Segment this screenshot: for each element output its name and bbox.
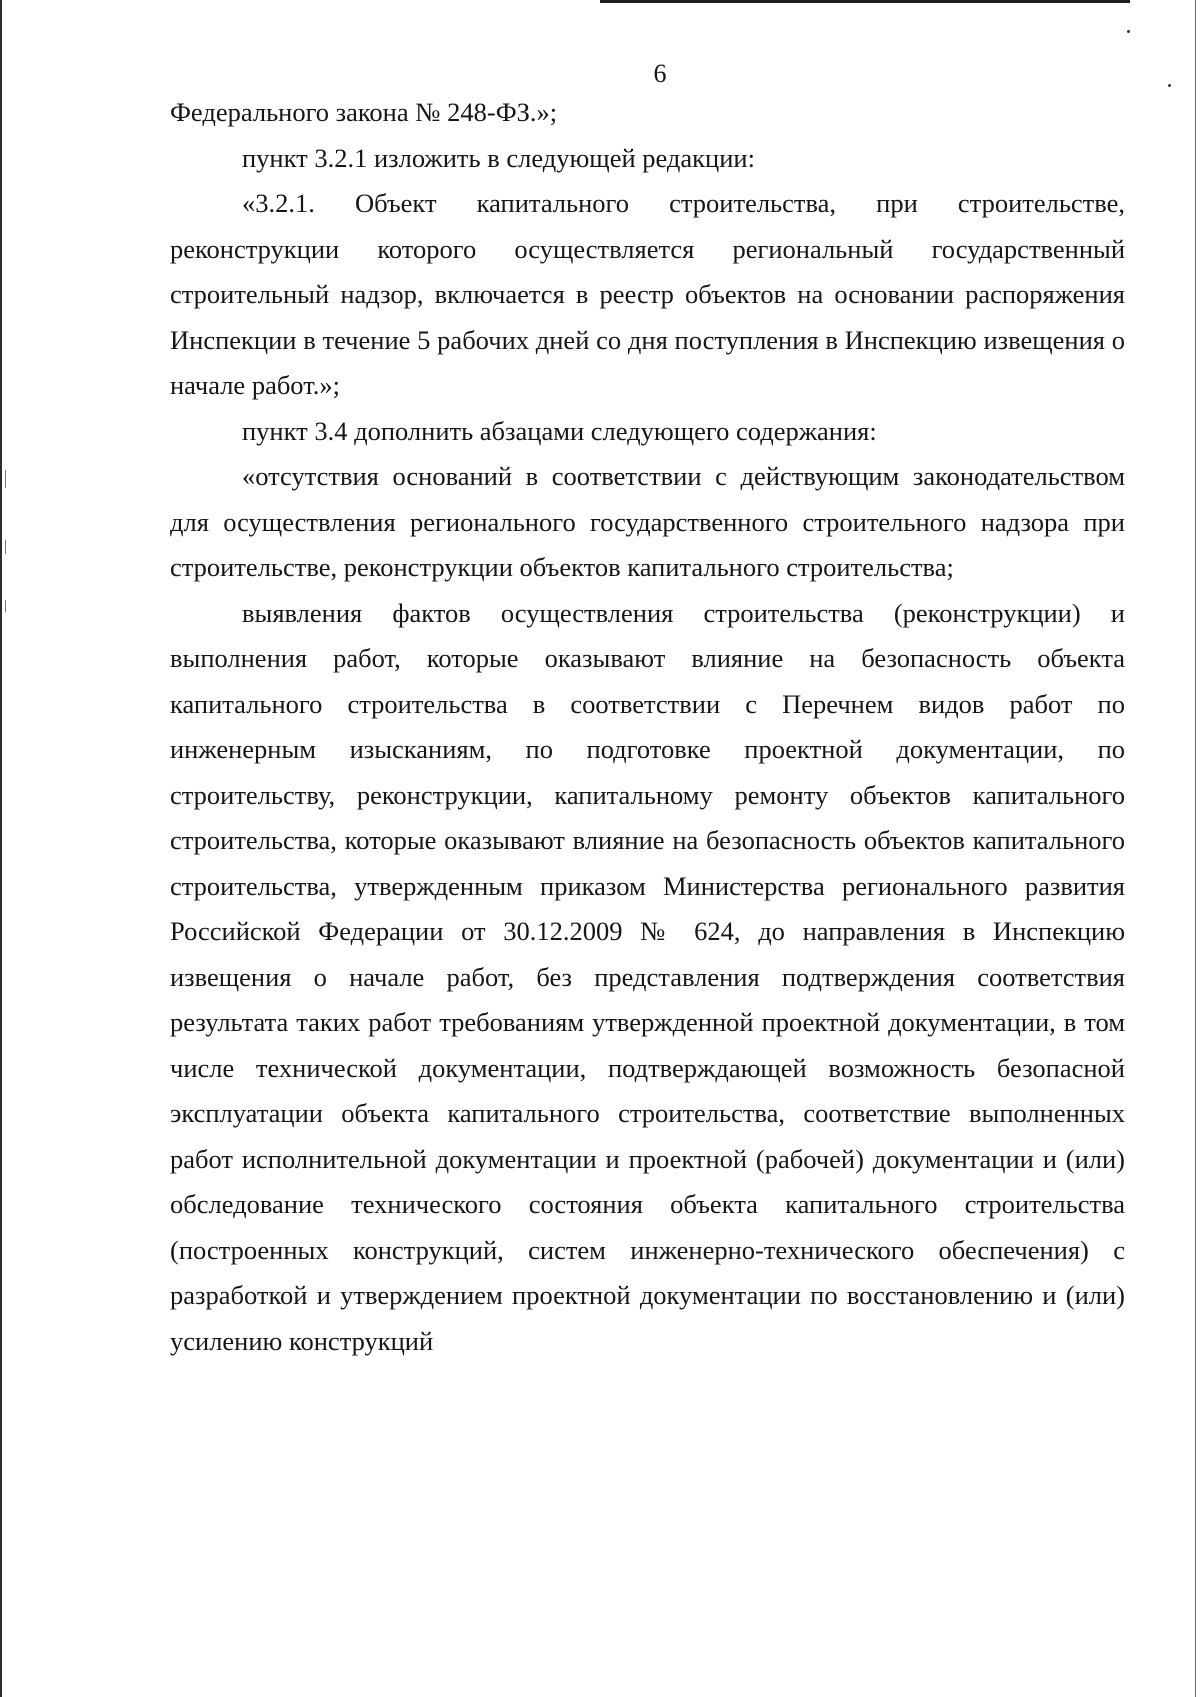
paragraph-amendment-3-2-1: пункт 3.2.1 изложить в следующей редакции: xyxy=(242,142,755,173)
scan-edge-top xyxy=(600,0,1130,3)
scan-mark xyxy=(5,600,6,612)
paragraph-clause-3-2-1: «3.2.1. Объект капитального строительства, при строительстве, реконструкции которого осуществляется региональный государственный строительный надзор, включается в реестр объектов на основании распоряжения Инспекции в течение 5 рабочих дней со дня поступления в Инспекцию извещения о начале работ.»; xyxy=(170,188,1125,400)
page-number: 6 xyxy=(653,59,667,88)
scan-mark xyxy=(5,470,6,488)
scan-speck xyxy=(1127,30,1130,33)
scan-mark xyxy=(5,540,6,554)
paragraph-amendment-3-4: пункт 3.4 дополнить абзацами следующего содержания: xyxy=(242,415,877,446)
paragraph-detection-of-facts: выявления фактов осуществления строительства (реконструкции) и выполнения работ, которые оказывают влияние на безопасность объекта капитального строительства в соответствии с Перечнем видов работ по инженерным изысканиям, по подготовке проектной документации, по строительству, реконструкции, капитальному ремонту объектов капитального строительства, которые оказывают влияние на безопасность объектов капитального строительства, утвержденным приказом Министерства регионального развития Российской Федерации от 30.12.2009 № 624, до направления в Инспекцию извещения о начале работ, без представления подтверждения соответствия результата таких работ требованиям утвержденной проектной документации, в том числе технической документации, подтверждающей возможность безопасной эксплуатации объекта капитального строительства, соответствие выполненных работ исполнительной документации и проектной (рабочей) документации и (или) обследование технического состояния объекта капитального строительства (построенных конструкций, систем инженерно-технического обеспечения) с разработкой и утверждением проектной документации по восстановлению и (или) усилению конструкций xyxy=(170,597,1125,1356)
scan-edge-right xyxy=(1195,0,1196,1697)
paragraph-absence-of-grounds: «отсутствия оснований в соответствии с действующим законодательством для осуществления регионального государственного строительного надзора при строительстве, реконструкции объектов капитального строительства; xyxy=(170,461,1125,582)
paragraph-continuation: Федерального закона № 248-ФЗ.»; xyxy=(170,97,558,127)
scan-edge-left xyxy=(0,0,2,1697)
document-body xyxy=(170,90,1125,1364)
